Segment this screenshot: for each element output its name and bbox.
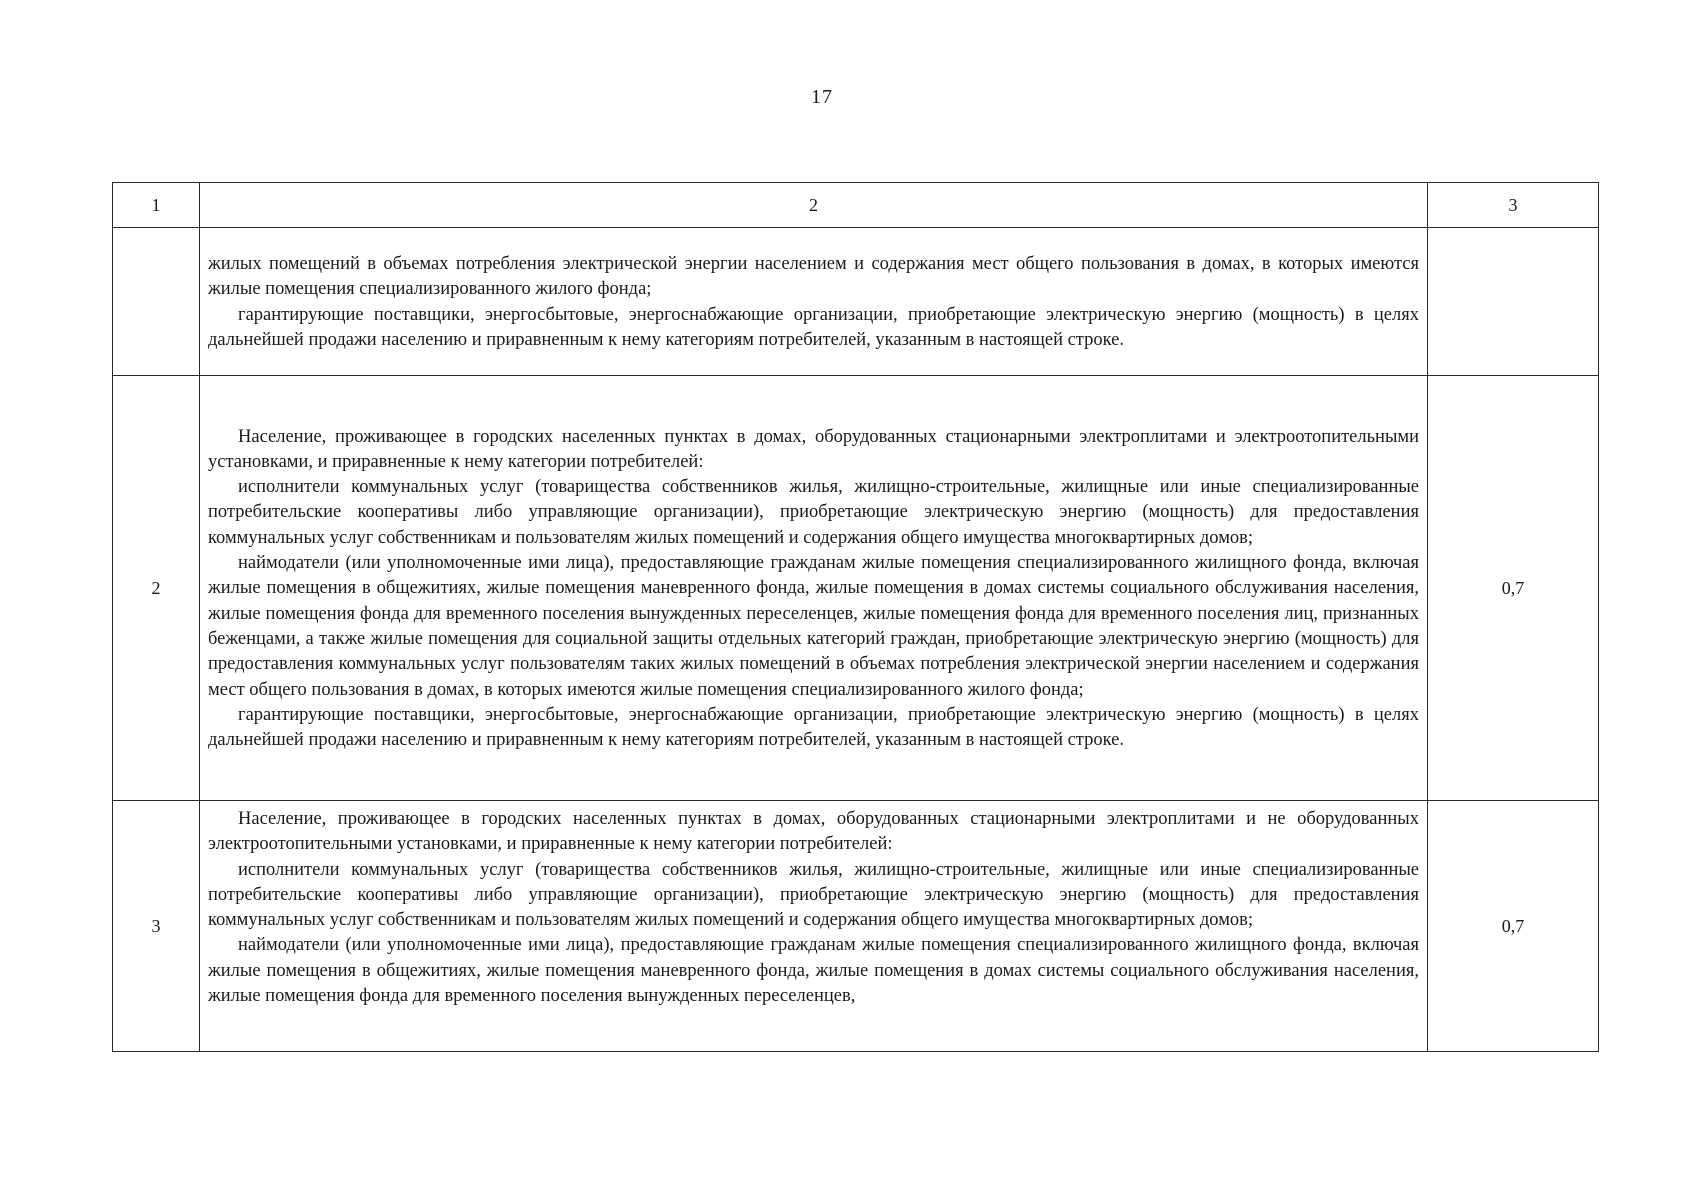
paragraph: Население, проживающее в городских населенных пунктах в домах, оборудованных стационарными электроплитами и не оборудованных электроотопительными установками, и приравненные к нему категории потребителей: bbox=[208, 809, 1419, 855]
paragraph: гарантирующие поставщики, энергосбытовые, энергоснабжающие организации, приобретающие электрическую энергию (мощность) в целях дальнейшей продажи населению и приравненным к нему категориям потребителей, указанным в настоящей строке. bbox=[208, 304, 1419, 350]
paragraph: исполнители коммунальных услуг (товарищества собственников жилья, жилищно-строительные, жилищные или иные специализированные потребительские кооперативы либо управляющие организации), приобретающие электрическую энергию (мощность) для предоставления коммунальных услуг собственникам и пользователям жилых помещений и содержания общего имущества многоквартирных домов; bbox=[208, 859, 1419, 931]
table-row-continuation bbox=[113, 228, 1599, 376]
row-number-cell: 3 bbox=[113, 801, 200, 1052]
tariff-table bbox=[112, 182, 1599, 1052]
row-description-cell bbox=[200, 228, 1428, 376]
paragraph: Население, проживающее в городских населенных пунктах в домах, оборудованных стационарными электроплитами и электроотопительными установками, и приравненные к нему категории потребителей: bbox=[208, 426, 1419, 472]
row-coefficient-cell: 0,7 bbox=[1428, 801, 1599, 1052]
paragraph: исполнители коммунальных услуг (товарищества собственников жилья, жилищно-строительные, жилищные или иные специализированные потребительские кооперативы либо управляющие организации), приобретающие электрическую энергию (мощность) для предоставления коммунальных услуг собственникам и пользователям жилых помещений и содержания общего имущества многоквартирных домов; bbox=[208, 477, 1419, 548]
row-description-cell bbox=[200, 376, 1428, 801]
paragraph: гарантирующие поставщики, энергосбытовые, энергоснабжающие организации, приобретающие электрическую энергию (мощность) в целях дальнейшей продажи населению и приравненным к нему категориям потребителей, указанным в настоящей строке. bbox=[208, 704, 1419, 751]
table-row-3 bbox=[113, 801, 1599, 1052]
paragraph: жилых помещений в объемах потребления электрической энергии населением и содержания мест общего пользования в домах, в которых имеются жилые помещения специализированного жилого фонда; bbox=[208, 253, 1419, 300]
row-number-cell bbox=[113, 228, 200, 376]
row-coefficient-cell: 0,7 bbox=[1428, 376, 1599, 801]
header-col-1: 1 bbox=[113, 183, 200, 228]
paragraph: наймодатели (или уполномоченные ими лица), предоставляющие гражданам жилые помещения специализированного жилищного фонда, включая жилые помещения в общежитиях, жилые помещения маневренного фонда, жилые помещения в домах системы социального обслуживания населения, жилые помещения фонда для временного поселения вынужденных переселенцев, bbox=[208, 935, 1419, 1007]
table-row-2 bbox=[113, 376, 1599, 801]
table-header-row bbox=[113, 183, 1599, 228]
row-coefficient-cell bbox=[1428, 228, 1599, 376]
page-number: 17 bbox=[811, 86, 833, 108]
row-description-cell bbox=[200, 801, 1428, 1052]
header-col-2: 2 bbox=[200, 183, 1428, 228]
row-number-cell: 2 bbox=[113, 376, 200, 801]
header-col-3: 3 bbox=[1428, 183, 1599, 228]
paragraph: наймодатели (или уполномоченные ими лица), предоставляющие гражданам жилые помещения специализированного жилищного фонда, включая жилые помещения в общежитиях, жилые помещения маневренного фонда, жилые помещения в домах системы социального обслуживания населения, жилые помещения фонда для временного поселения вынужденных переселенцев, жилые помещения фонда для временного поселения лиц, признанных беженцами, а также жилые помещения для социальной защиты отдельных категорий граждан, приобретающие электрическую энергию (мощность) для предоставления коммунальных услуг пользователям таких жилых помещений в объемах потребления электрической энергии населением и содержания мест общего пользования в домах, в которых имеются жилые помещения специализированного жилого фонда; bbox=[208, 553, 1419, 700]
